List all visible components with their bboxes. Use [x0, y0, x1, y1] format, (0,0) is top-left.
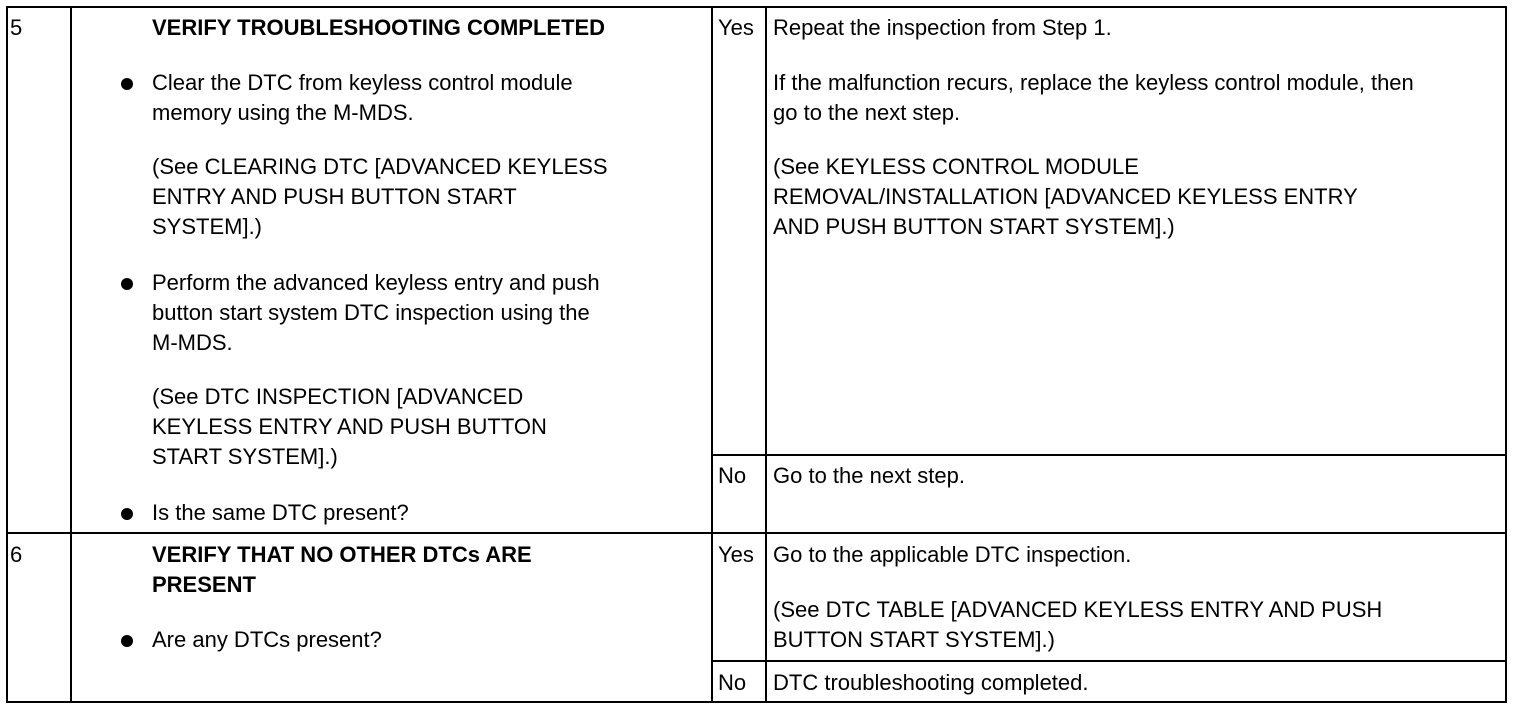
action-note-line: (See CLEARING DTC [ADVANCED KEYLESS: [152, 154, 608, 179]
step-title-line: PRESENT: [152, 572, 256, 597]
no-label: No: [718, 670, 747, 695]
yes-label: Yes: [718, 542, 754, 567]
bullet-icon: [121, 508, 133, 520]
no-result-line: Go to the next step.: [773, 463, 966, 488]
col-divider-step: [70, 6, 72, 703]
action-line: memory using the M-MDS.: [152, 100, 414, 125]
step-number: 5: [10, 15, 23, 40]
yes-result-line: Repeat the inspection from Step 1.: [773, 15, 1112, 40]
bullet-icon: [121, 78, 133, 90]
action-line: Perform the advanced keyless entry and push: [152, 270, 600, 295]
bullet-icon: [121, 278, 133, 290]
action-line: M-MDS.: [152, 330, 233, 355]
yes-label: Yes: [718, 15, 754, 40]
yes-note-line: AND PUSH BUTTON START SYSTEM].): [773, 214, 1175, 239]
step-title-line: VERIFY THAT NO OTHER DTCs ARE: [152, 542, 532, 567]
yes-note-line: REMOVAL/INSTALLATION [ADVANCED KEYLESS ENTRY: [773, 184, 1358, 209]
row-divider-step-5-6: [6, 532, 1507, 534]
action-note-line: START SYSTEM].): [152, 444, 338, 469]
action-question: Are any DTCs present?: [152, 627, 382, 652]
no-label: No: [718, 463, 747, 488]
col-divider-action: [711, 6, 713, 703]
row-divider-5-yes-no: [711, 454, 1507, 456]
action-question: Is the same DTC present?: [152, 500, 409, 525]
yes-result-line: go to the next step.: [773, 100, 961, 125]
action-line: Clear the DTC from keyless control module: [152, 70, 573, 95]
yes-result-line: If the malfunction recurs, replace the keyless control module, then: [773, 70, 1414, 95]
action-note-line: SYSTEM].): [152, 214, 263, 239]
yes-result-line: Go to the applicable DTC inspection.: [773, 542, 1132, 567]
yes-note-line: (See KEYLESS CONTROL MODULE: [773, 154, 1139, 179]
row-divider-6-yes-no: [711, 660, 1507, 662]
action-note-line: (See DTC INSPECTION [ADVANCED: [152, 384, 524, 409]
step-number: 6: [10, 542, 23, 567]
yes-note-line: BUTTON START SYSTEM].): [773, 627, 1055, 652]
action-note-line: ENTRY AND PUSH BUTTON START: [152, 184, 517, 209]
col-divider-answer: [765, 6, 767, 703]
action-line: button start system DTC inspection using the: [152, 300, 590, 325]
bullet-icon: [121, 635, 133, 647]
action-note-line: KEYLESS ENTRY AND PUSH BUTTON: [152, 414, 547, 439]
yes-note-line: (See DTC TABLE [ADVANCED KEYLESS ENTRY AND PUSH: [773, 597, 1383, 622]
step-title: VERIFY TROUBLESHOOTING COMPLETED: [152, 15, 606, 40]
no-result-line: DTC troubleshooting completed.: [773, 670, 1089, 695]
